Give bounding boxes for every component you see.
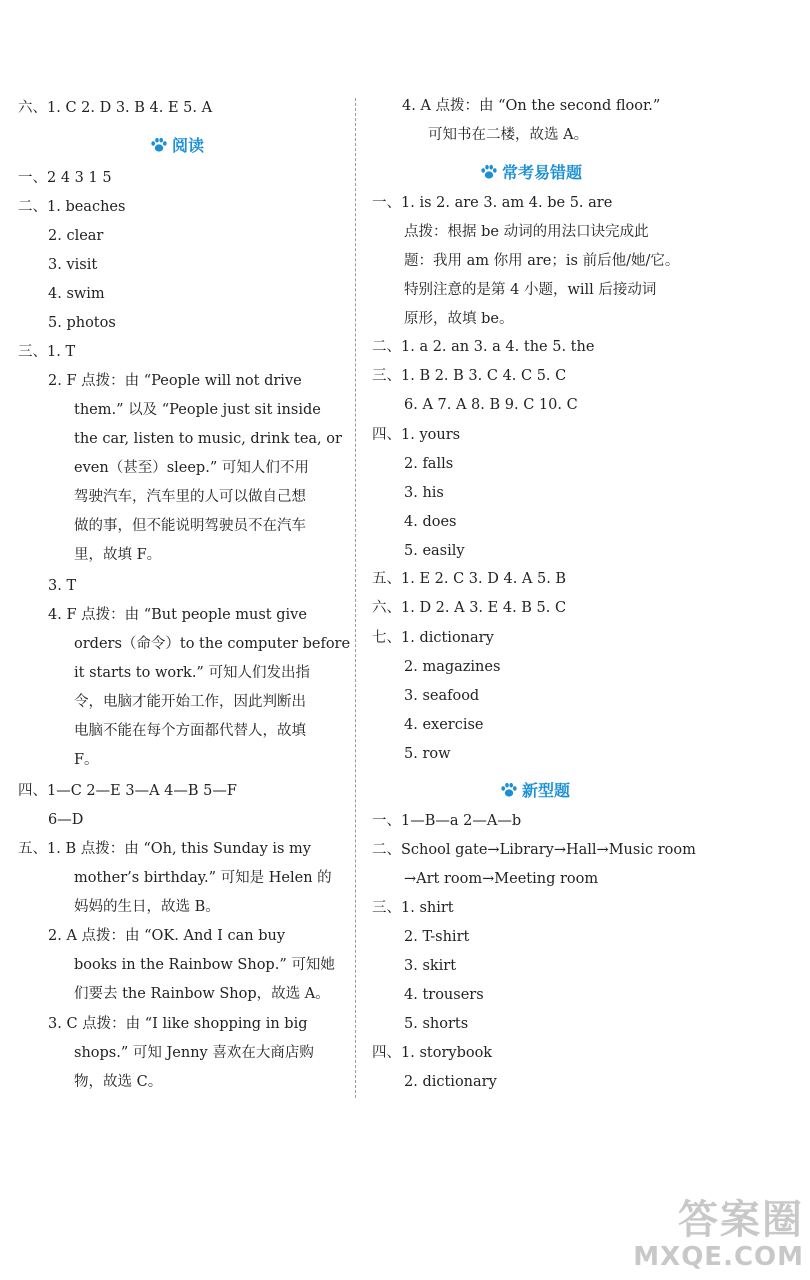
section-heading (480, 160, 582, 183)
answer-line: 3. his (404, 485, 444, 501)
answer-line: 五、1. B 点拨：由 “Oh, this Sunday is my (18, 841, 311, 857)
answer-line: 六、1. D 2. A 3. E 4. B 5. C (372, 600, 567, 616)
watermark-url: MXQE.COM (633, 1242, 804, 1272)
answer-line: 6—D (48, 812, 84, 828)
answer-line: 六、1. C 2. D 3. B 4. E 5. A (18, 100, 213, 116)
answer-line: 二、School gate→Library→Hall→Music room (372, 842, 696, 858)
answer-line: even（甚至）sleep.” 可知人们不用 (74, 460, 309, 476)
watermark-logo: 答案圈 (678, 1197, 804, 1243)
section-heading (150, 133, 204, 156)
answer-line: 5. shorts (404, 1016, 469, 1032)
answer-line: 一、1. is 2. are 3. am 4. be 5. are (372, 195, 613, 211)
answer-line: 4. exercise (404, 717, 484, 733)
answer-line: 3. skirt (404, 958, 457, 974)
answer-line: them.” 以及 “People just sit inside (74, 402, 321, 418)
answer-line: →Art room→Meeting room (404, 871, 599, 887)
section-heading-text: 阅读 (172, 136, 205, 155)
answer-line: 5. row (404, 746, 451, 762)
section-heading (500, 778, 570, 801)
answer-line: 四、1. storybook (372, 1045, 493, 1061)
paw-icon (500, 782, 518, 798)
answer-line: 2. falls (404, 456, 454, 472)
answer-line: 里，故填 F。 (74, 547, 162, 563)
answer-line: 6. A 7. A 8. B 9. C 10. C (404, 397, 578, 413)
section-heading-text: 新型题 (522, 781, 571, 800)
answer-line: 们要去 the Rainbow Shop，故选 A。 (74, 986, 330, 1002)
answer-line: 3. visit (48, 257, 98, 273)
answer-line: 四、1—C 2—E 3—A 4—B 5—F (18, 783, 237, 799)
answer-line: 电脑不能在每个方面都代替人，故填 (74, 723, 306, 739)
answer-line: 妈妈的生日，故选 B。 (74, 899, 220, 915)
answer-line: 物，故选 C。 (74, 1074, 163, 1090)
answer-line: 一、2 4 3 1 5 (18, 170, 112, 186)
answer-line: 4. does (404, 514, 457, 530)
answer-line: 做的事，但不能说明驾驶员不在汽车 (74, 518, 306, 534)
answer-line: 3. T (48, 578, 77, 594)
answer-line: 2. dictionary (404, 1074, 497, 1090)
answer-line: 三、1. shirt (372, 900, 454, 916)
answer-line: 2. clear (48, 228, 104, 244)
answer-line: the car, listen to music, drink tea, or (74, 431, 342, 447)
answer-line: 令，电脑才能开始工作，因此判断出 (74, 694, 306, 710)
answer-line: mother’s birthday.” 可知是 Helen 的 (74, 870, 332, 886)
paw-icon (150, 137, 168, 153)
answer-line: 2. T-shirt (404, 929, 470, 945)
answer-line: 4. A 点拨：由 “On the second floor.” (402, 98, 661, 114)
answer-line: books in the Rainbow Shop.” 可知她 (74, 957, 335, 973)
answer-line: 3. C 点拨：由 “I like shopping in big (48, 1016, 308, 1032)
answer-line: F。 (74, 752, 99, 768)
answer-line: 二、1. beaches (18, 199, 126, 215)
answer-line: 四、1. yours (372, 427, 461, 443)
answer-line: 三、1. B 2. B 3. C 4. C 5. C (372, 368, 567, 384)
answer-line: 一、1—B—a 2—A—b (372, 813, 522, 829)
answer-line: 三、1. T (18, 344, 76, 360)
answer-line: 可知书在二楼，故选 A。 (428, 127, 589, 143)
answer-line: 4. F 点拨：由 “But people must give (48, 607, 307, 623)
column-divider (355, 98, 356, 1098)
answer-line: shops.” 可知 Jenny 喜欢在大商店购 (74, 1045, 314, 1061)
answer-line: it starts to work.” 可知人们发出指 (74, 665, 310, 681)
watermark (633, 1198, 804, 1272)
answer-line: 原形，故填 be。 (404, 311, 514, 327)
section-heading-text: 常考易错题 (502, 163, 583, 182)
answer-line: 5. photos (48, 315, 116, 331)
answer-line: 2. A 点拨：由 “OK. And I can buy (48, 928, 286, 944)
answer-line: 题：我用 am 你用 are；is 前后他/她/它。 (404, 253, 680, 269)
answer-line: 特别注意的是第 4 小题，will 后接动词 (404, 282, 657, 298)
answer-line: 2. F 点拨：由 “People will not drive (48, 373, 302, 389)
answer-line: 3. seafood (404, 688, 480, 704)
answer-line: 5. easily (404, 543, 465, 559)
answer-line: 二、1. a 2. an 3. a 4. the 5. the (372, 339, 595, 355)
answer-line: 4. trousers (404, 987, 484, 1003)
answer-line: 2. magazines (404, 659, 501, 675)
answer-line: orders（命令）to the computer before (74, 636, 351, 652)
paw-icon (480, 164, 498, 180)
answer-line: 五、1. E 2. C 3. D 4. A 5. B (372, 571, 567, 587)
answer-line: 七、1. dictionary (372, 630, 494, 646)
answer-line: 点拨：根据 be 动词的用法口诀完成此 (404, 224, 649, 240)
answer-line: 4. swim (48, 286, 105, 302)
answer-line: 驾驶汽车，汽车里的人可以做自己想 (74, 489, 306, 505)
